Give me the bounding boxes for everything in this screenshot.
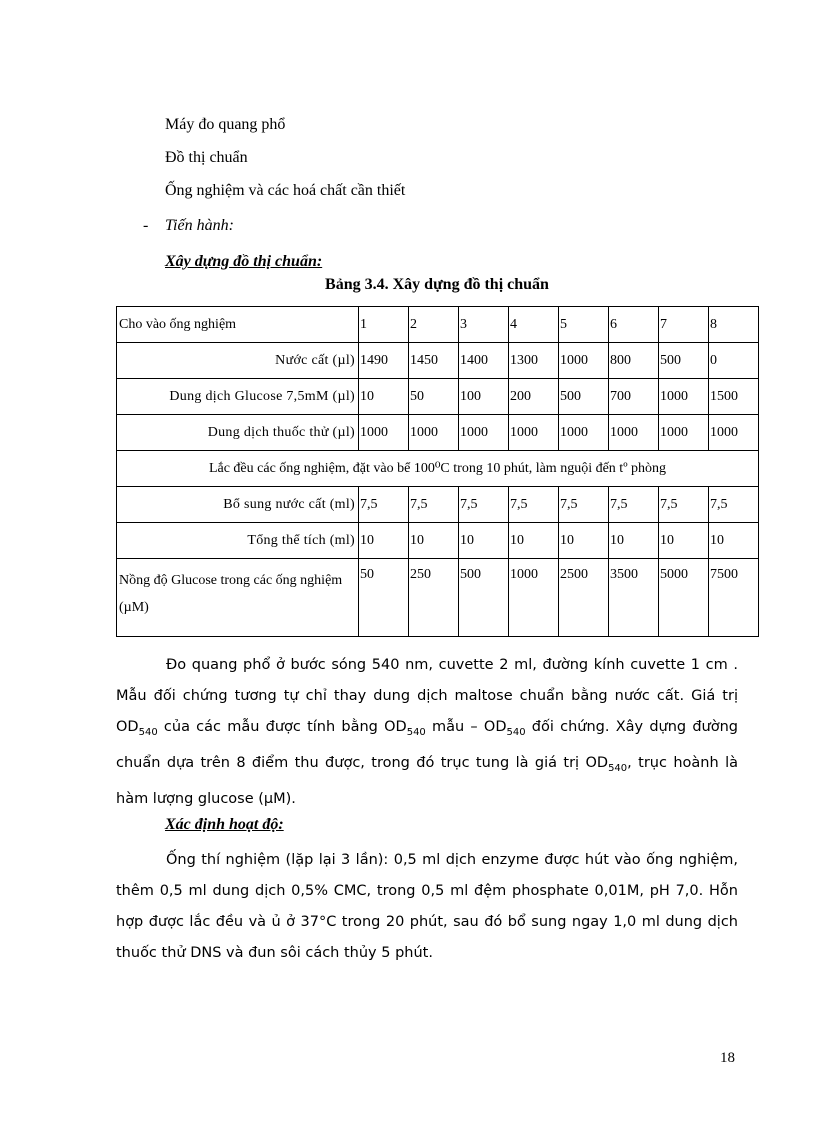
table-row-note [117, 451, 759, 487]
od-label: OD [116, 719, 139, 735]
table-cell: 10 [609, 523, 659, 559]
text-run: mẫu – [425, 719, 484, 735]
table-row-glucose [117, 379, 759, 415]
header-label: Cho vào ống nghiệm [117, 307, 359, 343]
table-cell: 7,5 [559, 487, 609, 523]
row-label: Tổng thể tích (ml) [117, 523, 359, 559]
equipment-item-standard-curve: Đồ thị chuẩn [165, 149, 248, 166]
standard-curve-table [116, 306, 759, 637]
table-cell: 5000 [659, 559, 709, 637]
table-cell: 10 [359, 523, 409, 559]
table-caption: Bảng 3.4. Xây dựng đồ thị chuẩn [325, 276, 549, 293]
table-cell: 7,5 [609, 487, 659, 523]
list-dash: - [143, 217, 149, 234]
table-cell: 10 [509, 523, 559, 559]
paragraph-spectrophotometry [116, 650, 738, 815]
table-cell: 1000 [509, 559, 559, 637]
od-subscript: 540 [506, 726, 526, 738]
table-cell: 50 [409, 379, 459, 415]
table-cell: 1000 [359, 415, 409, 451]
table-cell: 500 [659, 343, 709, 379]
equipment-item-tubes-chemicals: Ống nghiệm và các hoá chất cần thiết [165, 182, 406, 199]
od-subscript: 540 [406, 726, 426, 738]
table-cell: 1000 [559, 415, 609, 451]
page-number: 18 [720, 1050, 735, 1066]
row-label: Nước cất (µl) [117, 343, 359, 379]
table-cell: 7,5 [709, 487, 759, 523]
table-cell: 7,5 [359, 487, 409, 523]
text-run: Đo quang phổ ở bước sóng 540 nm, cuvette 2 ml, đường kính cuvette 1 cm . Mẫu đối chứng tương tự chỉ thay dung dịch maltose chuẩn bằng nước cất. Giá trị [116, 657, 738, 704]
tube-number: 2 [409, 307, 459, 343]
table-row-reagent [117, 415, 759, 451]
tube-number: 6 [609, 307, 659, 343]
table-cell: 700 [609, 379, 659, 415]
table-cell: 1000 [509, 415, 559, 451]
table-cell: 500 [559, 379, 609, 415]
text-run: , trục hoành là hàm lượng glucose (µM). [116, 754, 738, 807]
tube-number: 5 [559, 307, 609, 343]
tube-number: 8 [709, 307, 759, 343]
row-label: Dung dịch Glucose 7,5mM (µl) [117, 379, 359, 415]
table-cell: 7,5 [509, 487, 559, 523]
table-cell: 10 [659, 523, 709, 559]
od-subscript: 540 [608, 762, 628, 774]
table-cell: 1000 [459, 415, 509, 451]
table-cell: 3500 [609, 559, 659, 637]
table-cell: 10 [709, 523, 759, 559]
table-cell: 7,5 [409, 487, 459, 523]
table-cell: 2500 [559, 559, 609, 637]
table-note: Lắc đều các ống nghiệm, đặt vào bể 100⁰C trong 10 phút, làm nguội đến tº phòng [117, 451, 759, 487]
table-cell: 1000 [409, 415, 459, 451]
table-cell: 1000 [659, 415, 709, 451]
table-cell: 10 [359, 379, 409, 415]
od-label: OD [384, 719, 407, 735]
table-cell: 1400 [459, 343, 509, 379]
table-cell: 7500 [709, 559, 759, 637]
tube-number: 3 [459, 307, 509, 343]
tube-number: 7 [659, 307, 709, 343]
tube-number: 1 [359, 307, 409, 343]
table-cell: 1450 [409, 343, 459, 379]
table-cell: 1000 [609, 415, 659, 451]
table-cell: 50 [359, 559, 409, 637]
text-run: của các mẫu được tính bằng [157, 719, 385, 735]
row-label: Nồng độ Glucose trong các ống nghiệm (µM) [117, 559, 359, 637]
table-cell: 1000 [659, 379, 709, 415]
paragraph-activity: Ống thí nghiệm (lặp lại 3 lần): 0,5 ml dịch enzyme được hút vào ống nghiệm, thêm 0,5 ml dung dịch 0,5% CMC, trong 0,5 ml đệm phosphate 0,01M, pH 7,0. Hỗn hợp được lắc đều và ủ ở 37°C trong 20 phút, sau đó bổ sung ngay 1,0 ml dung dịch thuốc thử DNS và đun sôi cách thủy 5 phút. [116, 852, 738, 961]
section-heading-standard-curve: Xây dựng đồ thị chuẩn: [165, 253, 323, 270]
table-cell: 10 [409, 523, 459, 559]
table-row-add-water [117, 487, 759, 523]
table-cell: 100 [459, 379, 509, 415]
table-cell: 7,5 [659, 487, 709, 523]
table-cell: 0 [709, 343, 759, 379]
table-cell: 1490 [359, 343, 409, 379]
table-cell: 800 [609, 343, 659, 379]
od-label: OD [483, 719, 507, 735]
table-cell: 1500 [709, 379, 759, 415]
table-cell: 10 [459, 523, 509, 559]
tube-number: 4 [509, 307, 559, 343]
table-cell: 1300 [509, 343, 559, 379]
procedure-label: Tiến hành: [165, 217, 234, 234]
section-heading-activity: Xác định hoạt độ: [165, 816, 284, 833]
od-label: OD [585, 754, 609, 771]
table-cell: 1000 [559, 343, 609, 379]
equipment-item-spectrophotometer: Máy đo quang phổ [165, 116, 286, 133]
table-cell: 10 [559, 523, 609, 559]
row-label: Dung dịch thuốc thử (µl) [117, 415, 359, 451]
table-cell: 500 [459, 559, 509, 637]
text-run: đối chứng. Xây dựng đường chuẩn dựa trên 8 điểm thu được, trong đó trục tung là giá trị [116, 719, 738, 771]
table-cell: 200 [509, 379, 559, 415]
table-cell: 1000 [709, 415, 759, 451]
row-label: Bổ sung nước cất (ml) [117, 487, 359, 523]
table-cell: 250 [409, 559, 459, 637]
table-row-distilled-water [117, 343, 759, 379]
table-row-total-volume [117, 523, 759, 559]
table-row-glucose-concentration [117, 559, 759, 637]
table-cell: 7,5 [459, 487, 509, 523]
table-header-row [117, 307, 759, 343]
od-subscript: 540 [138, 726, 158, 738]
